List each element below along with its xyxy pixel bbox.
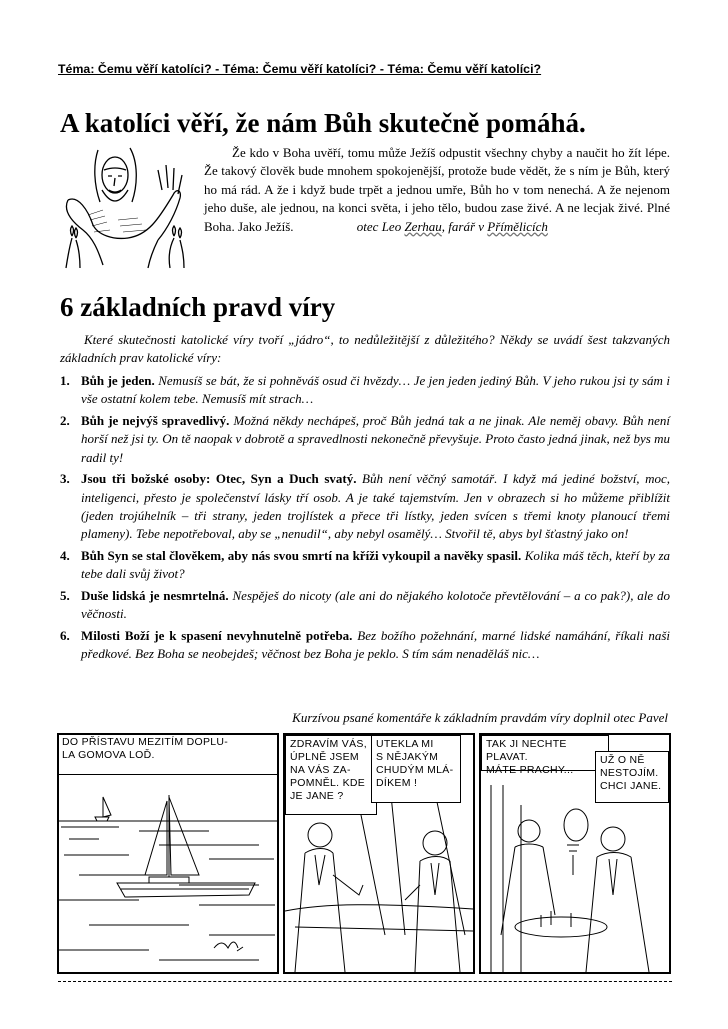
speech-bubble-right: UTEKLA MI S NĚJAKÝM CHUDÝM MLÁ- DÍKEM ! bbox=[371, 735, 461, 803]
intro-signature: otec Leo Zerhau, farář v Přímělicích bbox=[356, 218, 548, 234]
speech-bubble-right: UŽ O NĚ NESTOJÍM. CHCI JANE. bbox=[595, 751, 669, 803]
truths-title: 6 základních pravd víry bbox=[60, 292, 336, 322]
intro-body: Že kdo v Boha uvěří, tomu může Ježíš odpustit všechny chyby a naučit ho žít lépe. Že takový člověk bude mnohem spokojenější, protože bude vědět, že s ním je Bůh, který ho má rád. A že i když bude trpět a jednou umře, Bůh ho v tom nenechá. A že nejenom jeho duše, ale jednou, na konci světa, i jeho tělo, budou zase živé. A ne lecjak živé. Plné Boha. Jako Ježíš. bbox=[204, 145, 670, 234]
truths-list bbox=[60, 372, 670, 667]
topic-header: Téma: Čemu věří katolíci? - Téma: Čemu věří katolíci? - Téma: Čemu věří katolíci? bbox=[58, 62, 542, 76]
comic-panel-harbor bbox=[57, 733, 279, 974]
truths-lead: Které skutečnosti katolické víry tvoří „jádro“, to nedůležitější z důležitého? Někdy se uvádí šest takzvaných základních prav katolické víry: bbox=[60, 332, 670, 366]
speech-bubble-left: TAK JI NECHTE PLAVAT. MÁTE PRACHY... bbox=[481, 735, 609, 771]
jesus-illustration bbox=[58, 140, 198, 270]
comments-credit: Kurzívou psané komentáře k základním pravdám víry doplnil otec Pavel bbox=[292, 710, 668, 725]
bottom-divider bbox=[58, 981, 672, 982]
caption-box: DO PŘÍSTAVU MEZITÍM DOPLU- LA GOMOVA LOĎ. bbox=[57, 733, 279, 775]
truth-item: 1. Bůh je jeden. Nemusíš se bát, že si pohněváš osud či hvězdy… Je jen jeden jediný Bůh. V jeho rukou jsi ty sám i vše ostatní kolem tebe. Nemusíš mít strach… bbox=[60, 373, 671, 407]
truth-item: 2. Bůh je nejvýš spravedlivý. Možná někdy nechápeš, proč Bůh jedná tak a ne jinak. Ale neměj obavy. Bůh není horší než jsi ty. On tě naopak v dobrotě a spravedlnosti nekonečně převyšuje. Proto často jedná jinak, než bys mu radil ty! bbox=[60, 412, 671, 465]
truth-item: 6. Milosti Boží je k spasení nevyhnutelně potřeba. Bez božího požehnání, marné lidské namáhání, říkali naši předkové. Bez Boha se neobejdeš; věčnost bez Boha je peklo. S tím sám nenaděláš nic… bbox=[60, 627, 670, 662]
truth-item: 3. Jsou tři božské osoby: Otec, Syn a Duch svatý. Bůh není věčný samotář. I když má jediné božství, moc, inteligenci, přesto je společenství lásky tří osob. A je také tajemstvím. Jen v obrazech si ho můžeme přiblížit (jeden trojúhelník – tři strany, jeden trojlístek a přece tři lístky, jeden svícen s třemi knoty planoucí třemi plameny). Tebe nepotřeboval, aby se „nenudil“, aby nebyl osamělý… Stvořil tě, abys byl šťastný jako on! bbox=[60, 471, 671, 542]
comic-panel-dialogue bbox=[283, 733, 475, 974]
comic-panel-table bbox=[479, 733, 671, 974]
truth-item: 4. Bůh Syn se stal člověkem, aby nás svou smrtí na kříži vykoupil a navěky spasil. Kolika máš těch, kteří by za tebe dali svůj život? bbox=[60, 547, 671, 582]
truth-item: 5. Duše lidská je nesmrtelná. Nespěješ do nicoty (ale ani do nějakého kolotoče převtělování – a co pak?), ale do věčnosti. bbox=[60, 587, 671, 622]
intro-title: A katolíci věří, že nám Bůh skutečně pomáhá. bbox=[60, 108, 586, 138]
speech-bubble-left: ZDRAVÍM VÁS, ÚPLNĚ JSEM NA VÁS ZA- POMNĚL. KDE JE JANE ? bbox=[285, 735, 377, 815]
intro-text bbox=[204, 144, 670, 236]
